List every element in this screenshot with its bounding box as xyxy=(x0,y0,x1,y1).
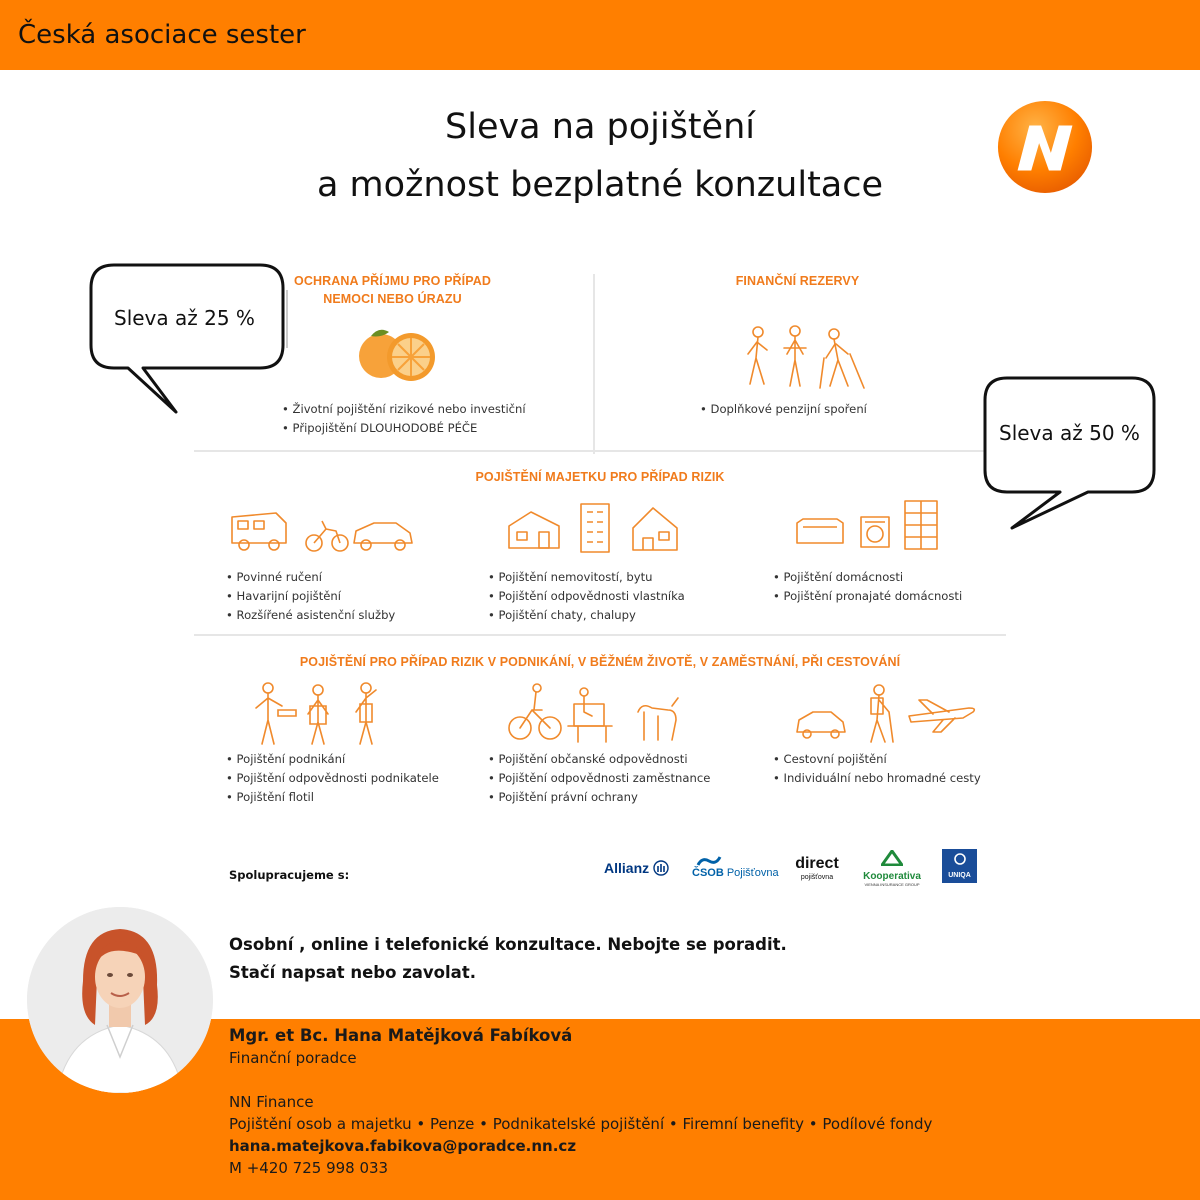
discount-bubble-right-text: Sleva až 50 % xyxy=(999,421,1140,445)
list-item: • Pojištění chaty, chalupy xyxy=(488,606,685,625)
title-line-2: a možnost bezplatné konzultace xyxy=(316,165,884,205)
uniqa-symbol-icon xyxy=(952,852,968,866)
income-bullets xyxy=(282,400,526,438)
list-item: • Pojištění nemovitostí, bytu xyxy=(488,568,685,587)
business-bullets-enterprise xyxy=(226,750,439,807)
csob-wave-icon xyxy=(696,855,722,867)
title-line-1: Sleva na pojištění xyxy=(445,107,755,147)
avatar xyxy=(27,907,213,1093)
list-item: • Pojištění podnikání xyxy=(226,750,439,769)
business-bullets-everyday xyxy=(488,750,710,807)
workers-icon xyxy=(248,680,398,746)
list-item: • Životní pojištění rizikové nebo investiční xyxy=(282,400,526,419)
property-bullets-vehicles xyxy=(226,568,395,625)
section-title-reserves: FINANČNÍ REZERVY xyxy=(735,274,860,288)
list-item: • Povinné ručení xyxy=(226,568,395,587)
list-item: • Cestovní pojištění xyxy=(773,750,981,769)
list-item: • Pojištění právní ochrany xyxy=(488,788,710,807)
services-list: Pojištění osob a majetku • Penze • Podnikatelské pojištění • Firemní benefity • Podílové fondy xyxy=(229,1115,933,1133)
contact-block xyxy=(229,1025,932,1179)
list-item: • Individuální nebo hromadné cesty xyxy=(773,769,981,788)
discount-bubble-right xyxy=(982,374,1162,534)
vehicles-icon xyxy=(228,505,418,555)
section-title-business: POJIŠTĚNÍ PRO PŘÍPAD RIZIK V PODNIKÁNÍ, V BĚŽNÉM ŽIVOTĚ, V ZAMĚSTNÁNÍ, PŘI CESTOVÁNÍ xyxy=(299,655,901,669)
divider-vertical xyxy=(593,274,595,454)
company-name: NN Finance xyxy=(229,1093,314,1111)
divider-horizontal-1 xyxy=(194,450,1006,452)
everyday-life-icon xyxy=(508,682,683,744)
consultation-line-2: Stačí napsat nebo zavolat. xyxy=(229,963,476,982)
list-item: • Pojištění odpovědnosti vlastníka xyxy=(488,587,685,606)
section-title-property: POJIŠTĚNÍ MAJETKU PRO PŘÍPAD RIZIK xyxy=(475,470,725,484)
property-bullets-household xyxy=(773,568,962,606)
list-item: • Připojištění DLOUHODOBÉ PÉČE xyxy=(282,419,526,438)
list-item: • Rozšířené asistenční služby xyxy=(226,606,395,625)
travel-icon xyxy=(793,682,978,744)
list-item: • Pojištění odpovědnosti zaměstnance xyxy=(488,769,710,788)
advisor-portrait xyxy=(27,907,213,1093)
business-bullets-travel xyxy=(773,750,981,788)
organization-name: Česká asociace sester xyxy=(18,20,306,50)
advisor-role: Finanční poradce xyxy=(229,1049,357,1067)
uniqa-logo: UNIQA xyxy=(942,849,977,883)
allianz-logo: Allianz xyxy=(604,860,669,876)
kooperativa-logo: Kooperativa VIENNA INSURANCE GROUP xyxy=(860,850,924,888)
list-item: • Havarijní pojištění xyxy=(226,587,395,606)
list-item: • Pojištění pronajaté domácnosti xyxy=(773,587,962,606)
seniors-walking-icon xyxy=(740,324,875,390)
divider-horizontal-2 xyxy=(194,634,1006,636)
partners-label: Spolupracujeme s: xyxy=(229,868,350,882)
direct-logo: direct pojišťovna xyxy=(795,855,839,881)
email-link[interactable]: hana.matejkova.fabikova@poradce.nn.cz xyxy=(229,1137,577,1155)
phone-number[interactable]: M +420 725 998 033 xyxy=(229,1159,389,1177)
list-item: • Pojištění flotil xyxy=(226,788,439,807)
list-item: • Pojištění domácnosti xyxy=(773,568,962,587)
orange-fruit-icon xyxy=(353,324,443,384)
page-title xyxy=(250,98,950,214)
household-icon xyxy=(793,497,943,555)
nn-logo-icon xyxy=(996,98,1094,196)
allianz-eagle-icon xyxy=(653,860,669,876)
top-bar xyxy=(0,0,1200,70)
kooperativa-symbol-icon xyxy=(881,850,903,866)
discount-bubble-left-text: Sleva až 25 % xyxy=(114,306,255,330)
advisor-name: Mgr. et Bc. Hana Matějková Fabíková xyxy=(229,1026,573,1045)
reserves-bullets xyxy=(700,400,867,419)
buildings-icon xyxy=(505,500,685,556)
list-item: • Pojištění odpovědnosti podnikatele xyxy=(226,769,439,788)
section-title-income: OCHRANA PŘÍJMU PRO PŘÍPAD NEMOCI NEBO ÚRAZU xyxy=(294,274,491,306)
property-bullets-buildings xyxy=(488,568,685,625)
discount-bubble-left xyxy=(88,260,293,420)
consultation-line-1: Osobní , online i telefonické konzultace. Nebojte se poradit. xyxy=(229,935,787,954)
consultation-text xyxy=(229,931,787,987)
list-item: • Doplňkové penzijní spoření xyxy=(700,400,867,419)
insurance-infographic xyxy=(190,250,1010,830)
list-item: • Pojištění občanské odpovědnosti xyxy=(488,750,710,769)
